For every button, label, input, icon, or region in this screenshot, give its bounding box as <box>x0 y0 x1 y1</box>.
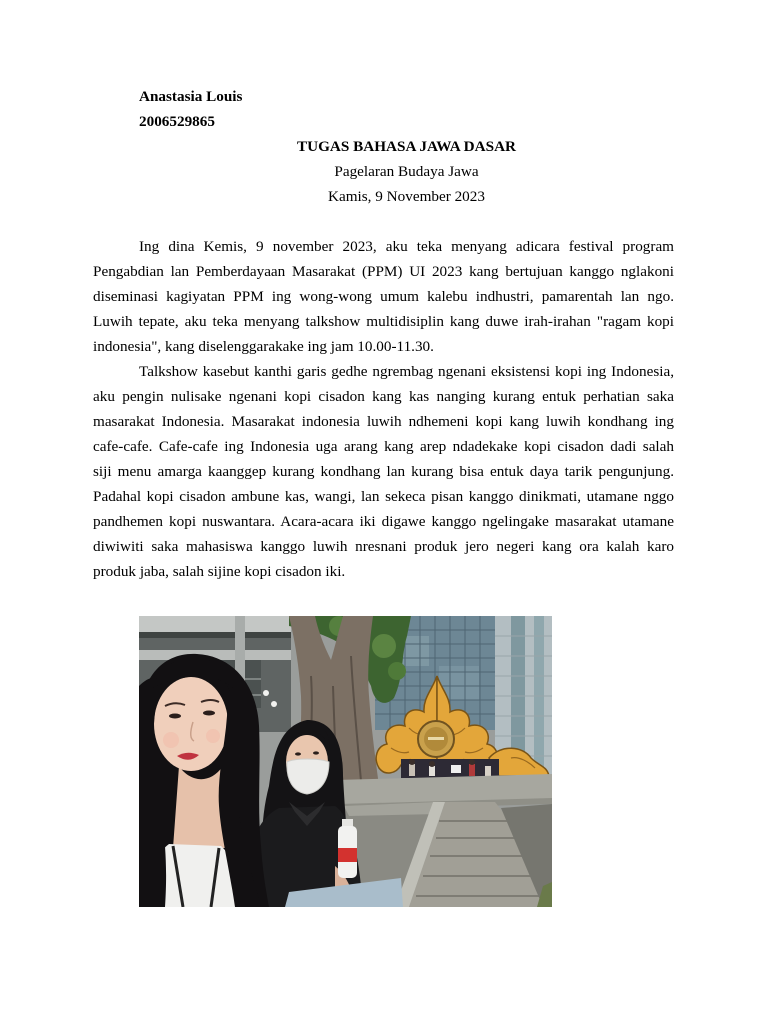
paragraph-line: pandhemen kopi nuswantara. Acara-acara iki digawe kanggo ngelingake masarakat utamane <box>93 513 674 530</box>
paragraph-line: diwiwiti saka mahasiswa kanggo luwih nresnani produk jero negeri kang ora kalah karo <box>93 538 674 555</box>
document-title: TUGAS BAHASA JAWA DASAR <box>297 138 516 155</box>
stage <box>401 759 499 778</box>
paragraph-line: Talkshow kasebut kanthi garis gedhe ngrembag ngenani eksistensi kopi ing Indonesia, <box>139 363 674 380</box>
paragraph-2 <box>93 359 674 584</box>
document-text <box>93 84 674 584</box>
document-subtitle: Pagelaran Budaya Jawa <box>334 163 479 180</box>
paragraph-line: masarakat Indonesia. Masarakat indonesia luwih ndhemeni kopi kang luwih kondhang ing <box>93 413 674 430</box>
paragraph-line: produk jaba, salah sijine kopi cisadon iki. <box>93 563 346 580</box>
paragraph-line: diseminasi kagiyatan PPM ing wong-wong umum kalebu indhustri, pamarentah lan ngo. <box>93 288 674 305</box>
event-photo-illustration <box>139 616 552 907</box>
paragraph-line: cafe-cafe. Cafe-cafe ing Indonesia uga arang kang arep ndadekake kopi cisadon dadi salah <box>93 438 674 455</box>
paragraph-line: Luwih tepate, aku teka menyang talkshow multidisiplin kang duwe irah-irahan "ragam kopi <box>93 313 674 330</box>
document-date: Kamis, 9 November 2023 <box>328 188 485 205</box>
paragraph-line: indonesia", kang diselenggarakake ing jam 10.00-11.30. <box>93 338 434 355</box>
paragraph-line: Ing dina Kemis, 9 november 2023, aku teka menyang adicara festival program <box>139 238 674 255</box>
paragraph-line: siji menu amarga kaanggep kurang kondhang lan kurang bisa entuk daya tarik pengunjung. <box>93 463 674 480</box>
event-photo <box>139 616 552 907</box>
paragraph-line: Pengabdian lan Pemberdayaan Masarakat (PPM) UI 2023 kang bertujuan kanggo nglakoni <box>93 263 674 280</box>
paragraph-1 <box>93 234 674 359</box>
student-id: 2006529865 <box>139 113 215 130</box>
blank-line <box>93 209 674 234</box>
water-bottle <box>338 819 357 878</box>
person-left <box>139 654 269 907</box>
author-name: Anastasia Louis <box>139 88 243 105</box>
paragraph-line: aku pengin nulisake ngenani kopi cisadon kang kas nanging kurang entuk perhatian saka <box>93 388 674 405</box>
paragraph-line: Padahal kopi cisadon ambune kas, wangi, lan sekeca pisan kanggo dinikmati, utamane nggo <box>93 488 674 505</box>
